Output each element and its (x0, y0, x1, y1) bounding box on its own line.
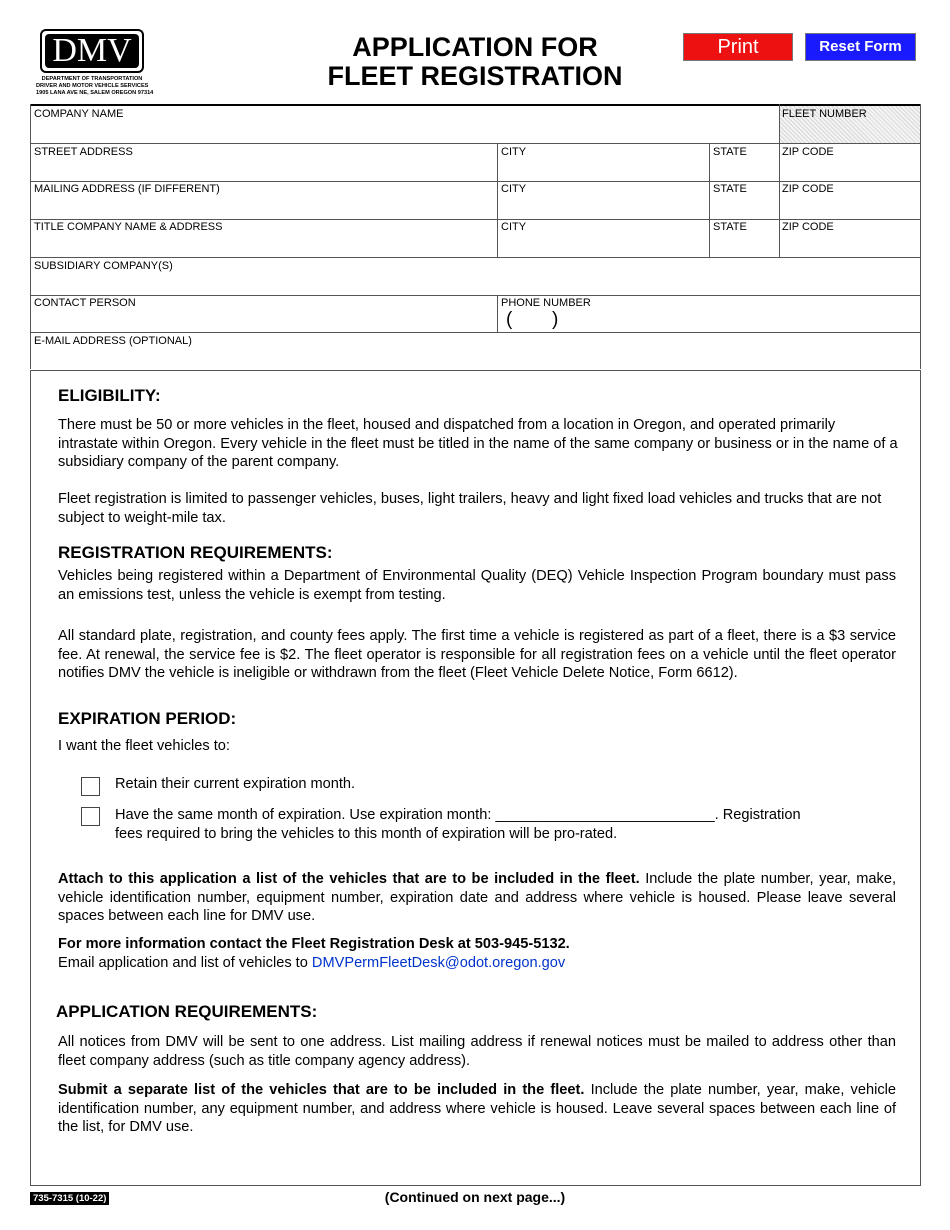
registration-paragraph-1: Vehicles being registered within a Department of Environmental Quality (DEQ) Vehicle Inspection Program boundary must pass an emissions test, unless the vehicle is exempt from testing. (58, 568, 896, 603)
registration-heading: REGISTRATION REQUIREMENTS: (58, 543, 333, 562)
title-company-field[interactable]: TITLE COMPANY NAME & ADDRESS (34, 221, 223, 233)
application-paragraph-2 (58, 1081, 896, 1137)
attach-bold: Attach to this application a list of the vehicles that are to be included in the fleet. (58, 871, 640, 887)
mailing-address-field[interactable]: MAILING ADDRESS (IF DIFFERENT) (34, 183, 220, 195)
mailing-city-field[interactable]: CITY (501, 183, 527, 195)
phone-area-open: ( (506, 309, 513, 330)
fleet-desk-email-link[interactable]: DMVPermFleetDesk@odot.oregon.gov (311, 955, 566, 971)
attach-rest: Include the plate number, year, make, vehicle identification number, equipment number, expiration date and address where vehicle is housed. Please leave several spaces between each line for DMV use. (58, 871, 896, 924)
registration-paragraph-2: All standard plate, registration, and county fees apply. The first time a vehicle is registered as part of a fleet, there is a $3 service fee. At renewal, the service fee is $2. The fleet operator is responsible for all registration fees on a vehicle until the fleet operator notifies DMV the vehicle is ineligible or withdrawn from the fleet (Fleet Vehicle Delete Notice, Form 6612). (58, 628, 896, 681)
agency-line: 1905 LANA AVE NE, SALEM OREGON 97314 (36, 90, 154, 96)
title-state-field[interactable]: STATE (713, 221, 747, 233)
form-number: 735-7315 (10-22) (30, 1192, 109, 1205)
title-zip-field[interactable]: ZIP CODE (782, 221, 834, 233)
dmv-logo (36, 29, 154, 97)
application-paragraph-1: All notices from DMV will be sent to one address. List mailing address if renewal notices must be mailed to address other than fleet company address (such as title company agency address). (58, 1034, 896, 1069)
expiration-heading: EXPIRATION PERIOD: (58, 709, 237, 728)
attach-paragraph (58, 870, 896, 926)
application-heading: APPLICATION REQUIREMENTS: (56, 1002, 318, 1021)
same-month-checkbox[interactable] (81, 807, 100, 826)
agency-line: DEPARTMENT OF TRANSPORTATION (41, 76, 143, 82)
fleet-number-field[interactable]: FLEET NUMBER (782, 108, 867, 120)
email-prefix: Email application and list of vehicles to (58, 955, 312, 971)
street-city-field[interactable]: CITY (501, 146, 527, 158)
contact-person-field[interactable]: CONTACT PERSON (34, 297, 136, 309)
eligibility-heading: ELIGIBILITY: (58, 386, 161, 405)
mailing-zip-field[interactable]: ZIP CODE (782, 183, 834, 195)
same-month-label: Have the same month of expiration. Use expiration month: ___________________________. Registration (115, 807, 801, 823)
contact-email-line (58, 954, 565, 973)
reset-form-button[interactable]: Reset Form (805, 33, 916, 61)
print-button[interactable]: Print (683, 33, 793, 61)
same-month-label-continued: fees required to bring the vehicles to this month of expiration will be pro-rated. (115, 826, 618, 842)
street-address-field[interactable]: STREET ADDRESS (34, 146, 133, 158)
street-state-field[interactable]: STATE (713, 146, 747, 158)
mailing-state-field[interactable]: STATE (713, 183, 747, 195)
page-title (300, 33, 650, 91)
submit-rest: Include the plate number, year, make, vehicle identification number, any equipment number, and address where vehicle is housed. Leave several spaces between each line of the list, for DMV use. (58, 1082, 896, 1135)
expiration-intro: I want the fleet vehicles to: (58, 738, 230, 754)
eligibility-paragraph-2: Fleet registration is limited to passenger vehicles, buses, light trailers, heavy and light fixed load vehicles and trucks that are not subject to weight-mile tax. (58, 491, 882, 526)
title-line-1: APPLICATION FOR (352, 32, 598, 62)
subsidiary-field[interactable]: SUBSIDIARY COMPANY(S) (34, 260, 173, 272)
logo-text: DMV (45, 34, 139, 68)
dmv-logo-mark (40, 29, 144, 73)
retain-expiration-checkbox[interactable] (81, 777, 100, 796)
phone-number-field[interactable]: PHONE NUMBER (501, 297, 591, 309)
title-city-field[interactable]: CITY (501, 221, 527, 233)
submit-bold: Submit a separate list of the vehicles that are to be included in the fleet. (58, 1082, 585, 1098)
agency-line: DRIVER AND MOTOR VEHICLE SERVICES (36, 83, 149, 89)
company-name-field[interactable]: COMPANY NAME (34, 108, 124, 120)
contact-info: For more information contact the Fleet Registration Desk at 503-945-5132. (58, 936, 570, 952)
continued-note: (Continued on next page...) (384, 1189, 566, 1205)
retain-expiration-label: Retain their current expiration month. (115, 776, 356, 792)
eligibility-paragraph-1: There must be 50 or more vehicles in the fleet, housed and dispatched from a location in Oregon, and operated primarily intrastate within Oregon. Every vehicle in the fleet must be titled in the name of the same company or business or in the name of a subsidiary company of the parent company. (58, 417, 898, 470)
email-field[interactable]: E-MAIL ADDRESS (OPTIONAL) (34, 335, 192, 347)
street-zip-field[interactable]: ZIP CODE (782, 146, 834, 158)
title-line-2: FLEET REGISTRATION (327, 61, 623, 91)
phone-area-close: ) (552, 309, 559, 330)
